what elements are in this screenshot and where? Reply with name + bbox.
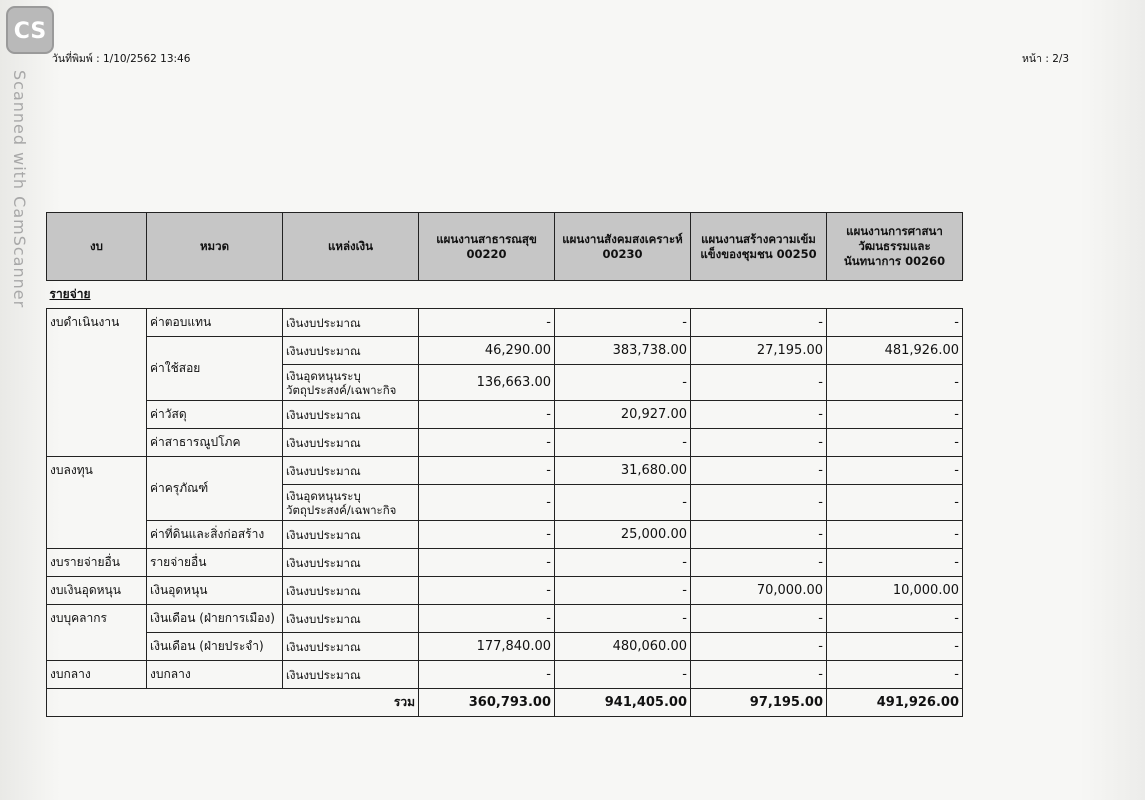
table-row bbox=[47, 337, 963, 365]
value-cell: - bbox=[419, 401, 555, 429]
total-label: รวม bbox=[47, 689, 419, 717]
value-cell: - bbox=[555, 549, 691, 577]
group-other-expenses: งบรายจ่ายอื่น bbox=[47, 549, 147, 577]
value-cell: 27,195.00 bbox=[691, 337, 827, 365]
source-cell: เงินงบประมาณ bbox=[283, 429, 419, 457]
table-row bbox=[47, 429, 963, 457]
value-cell: - bbox=[419, 485, 555, 521]
value-cell: 31,680.00 bbox=[555, 457, 691, 485]
category-cell: งบกลาง bbox=[147, 661, 283, 689]
source-cell: เงินงบประมาณ bbox=[283, 633, 419, 661]
source-cell: เงินงบประมาณ bbox=[283, 521, 419, 549]
value-cell: - bbox=[555, 605, 691, 633]
section-label-expenses: รายจ่าย bbox=[49, 287, 91, 301]
value-cell: - bbox=[691, 549, 827, 577]
value-cell: - bbox=[691, 521, 827, 549]
value-cell: - bbox=[555, 429, 691, 457]
value-cell: - bbox=[691, 633, 827, 661]
value-cell: 480,060.00 bbox=[555, 633, 691, 661]
value-cell: 46,290.00 bbox=[419, 337, 555, 365]
value-cell: 20,927.00 bbox=[555, 401, 691, 429]
category-cell: ค่าตอบแทน bbox=[147, 309, 283, 337]
total-value: 941,405.00 bbox=[555, 689, 691, 717]
table-row bbox=[47, 521, 963, 549]
value-cell: - bbox=[827, 401, 963, 429]
value-cell: - bbox=[555, 309, 691, 337]
value-cell: - bbox=[555, 577, 691, 605]
value-cell: 383,738.00 bbox=[555, 337, 691, 365]
section-row bbox=[47, 281, 963, 309]
category-cell: ค่าครุภัณฑ์ bbox=[147, 457, 283, 521]
category-cell: รายจ่ายอื่น bbox=[147, 549, 283, 577]
value-cell: - bbox=[691, 485, 827, 521]
source-cell: เงินงบประมาณ bbox=[283, 457, 419, 485]
total-value: 360,793.00 bbox=[419, 689, 555, 717]
category-cell: ค่าที่ดินและสิ่งก่อสร้าง bbox=[147, 521, 283, 549]
value-cell: - bbox=[827, 365, 963, 401]
category-cell: เงินเดือน (ฝ่ายการเมือง) bbox=[147, 605, 283, 633]
camscanner-watermark: Scanned with CamScanner bbox=[10, 70, 29, 309]
page-number: หน้า : 2/3 bbox=[1022, 53, 1070, 65]
value-cell: - bbox=[419, 577, 555, 605]
table-row bbox=[47, 549, 963, 577]
value-cell: - bbox=[827, 605, 963, 633]
value-cell: - bbox=[827, 549, 963, 577]
category-cell: ค่าสาธารณูปโภค bbox=[147, 429, 283, 457]
value-cell: 25,000.00 bbox=[555, 521, 691, 549]
value-cell: - bbox=[419, 549, 555, 577]
source-cell: เงินอุดหนุนระบุวัตถุประสงค์/เฉพาะกิจ bbox=[283, 365, 419, 401]
total-value: 491,926.00 bbox=[827, 689, 963, 717]
value-cell: - bbox=[827, 457, 963, 485]
table-row bbox=[47, 309, 963, 337]
group-personnel: งบบุคลากร bbox=[47, 605, 147, 661]
value-cell: - bbox=[419, 605, 555, 633]
value-cell: - bbox=[691, 429, 827, 457]
value-cell: - bbox=[827, 633, 963, 661]
value-cell: 177,840.00 bbox=[419, 633, 555, 661]
table-row bbox=[47, 605, 963, 633]
source-cell: เงินงบประมาณ bbox=[283, 401, 419, 429]
value-cell: 10,000.00 bbox=[827, 577, 963, 605]
value-cell: - bbox=[691, 401, 827, 429]
value-cell: 70,000.00 bbox=[691, 577, 827, 605]
camscanner-logo: CS bbox=[6, 6, 54, 54]
category-cell: เงินอุดหนุน bbox=[147, 577, 283, 605]
group-operating: งบดำเนินงาน bbox=[47, 309, 147, 457]
table-row bbox=[47, 577, 963, 605]
value-cell: - bbox=[555, 661, 691, 689]
total-row bbox=[47, 689, 963, 717]
value-cell: - bbox=[419, 309, 555, 337]
value-cell: - bbox=[691, 605, 827, 633]
value-cell: - bbox=[691, 457, 827, 485]
source-cell: เงินงบประมาณ bbox=[283, 549, 419, 577]
col-header-plan-00220: แผนงานสาธารณสุข 00220 bbox=[419, 213, 555, 281]
source-cell: เงินงบประมาณ bbox=[283, 309, 419, 337]
table-row bbox=[47, 401, 963, 429]
group-subsidy: งบเงินอุดหนุน bbox=[47, 577, 147, 605]
total-value: 97,195.00 bbox=[691, 689, 827, 717]
budget-table bbox=[46, 212, 963, 717]
print-date: วันที่พิมพ์ : 1/10/2562 13:46 bbox=[52, 53, 191, 65]
col-header-plan-00260: แผนงานการศาสนาวัฒนธรรมและนันทนาการ 00260 bbox=[827, 213, 963, 281]
value-cell: - bbox=[691, 309, 827, 337]
value-cell: 136,663.00 bbox=[419, 365, 555, 401]
value-cell: - bbox=[419, 457, 555, 485]
source-cell: เงินงบประมาณ bbox=[283, 661, 419, 689]
value-cell: - bbox=[827, 485, 963, 521]
col-header-category: หมวด bbox=[147, 213, 283, 281]
value-cell: - bbox=[827, 309, 963, 337]
source-cell: เงินอุดหนุนระบุวัตถุประสงค์/เฉพาะกิจ bbox=[283, 485, 419, 521]
value-cell: - bbox=[691, 661, 827, 689]
col-header-plan-00250: แผนงานสร้างความเข้มแข็งของชุมชน 00250 bbox=[691, 213, 827, 281]
table-row bbox=[47, 457, 963, 485]
source-cell: เงินงบประมาณ bbox=[283, 577, 419, 605]
group-investment: งบลงทุน bbox=[47, 457, 147, 549]
col-header-plan-00230: แผนงานสังคมสงเคราะห์ 00230 bbox=[555, 213, 691, 281]
value-cell: - bbox=[555, 365, 691, 401]
source-cell: เงินงบประมาณ bbox=[283, 605, 419, 633]
value-cell: - bbox=[827, 521, 963, 549]
value-cell: - bbox=[419, 661, 555, 689]
value-cell: - bbox=[827, 429, 963, 457]
value-cell: 481,926.00 bbox=[827, 337, 963, 365]
source-cell: เงินงบประมาณ bbox=[283, 337, 419, 365]
table-header-row bbox=[47, 213, 963, 281]
col-header-budget-type: งบ bbox=[47, 213, 147, 281]
value-cell: - bbox=[827, 661, 963, 689]
value-cell: - bbox=[419, 429, 555, 457]
category-cell: ค่าใช้สอย bbox=[147, 337, 283, 401]
value-cell: - bbox=[419, 521, 555, 549]
value-cell: - bbox=[691, 365, 827, 401]
col-header-fund-source: แหล่งเงิน bbox=[283, 213, 419, 281]
table-row bbox=[47, 633, 963, 661]
value-cell: - bbox=[555, 485, 691, 521]
category-cell: ค่าวัสดุ bbox=[147, 401, 283, 429]
category-cell: เงินเดือน (ฝ่ายประจำ) bbox=[147, 633, 283, 661]
table-row bbox=[47, 661, 963, 689]
group-central: งบกลาง bbox=[47, 661, 147, 689]
